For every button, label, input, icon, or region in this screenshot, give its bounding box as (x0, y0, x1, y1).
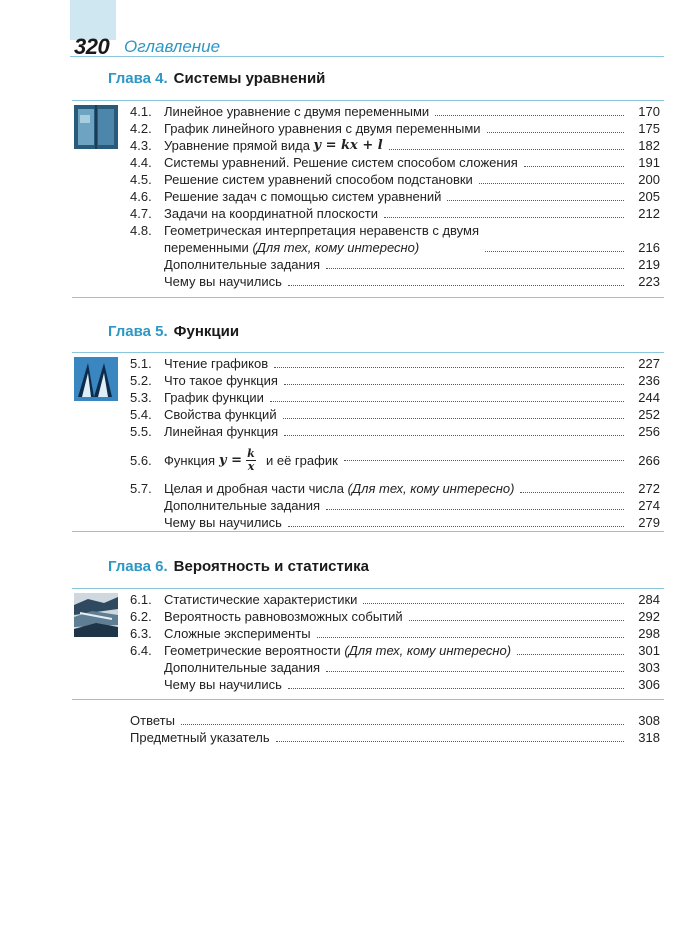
header-title: Оглавление (124, 37, 221, 56)
chapter-name: Системы уравнений (173, 70, 326, 87)
chapter-5-toc (72, 352, 664, 532)
toc-entry-4-6[interactable]: 4.6. Решение задач с помощью систем уравнений 205 (130, 189, 660, 204)
toc-entry-4-3[interactable]: 4.3. Уравнение прямой вида y = kx + l 182 (130, 138, 660, 153)
chapter-4-title (108, 70, 325, 87)
chapter-label: Глава 4. (108, 70, 168, 87)
toc-entry-extra-tasks[interactable]: Дополнительные задания 219 (164, 257, 660, 272)
chapter-6-thumbnail-icon (74, 593, 118, 637)
toc-entry-5-4[interactable]: 5.4. Свойства функций 252 (130, 407, 660, 422)
chapter-name: Вероятность и статистика (173, 558, 369, 575)
page-number: 320 (74, 34, 110, 59)
chapter-6-title (108, 558, 369, 575)
toc-entry-4-4[interactable]: 4.4. Системы уравнений. Решение систем способом сложения 191 (130, 155, 660, 170)
toc-entry-what-learned[interactable]: Чему вы научились 279 (164, 515, 660, 530)
toc-entry-extra-tasks[interactable]: Дополнительные задания 274 (164, 498, 660, 513)
toc-entry-index[interactable]: Предметный указатель 318 (130, 730, 660, 745)
page-header (70, 34, 664, 57)
toc-entry-4-1[interactable]: 4.1. Линейное уравнение с двумя переменными 170 (130, 104, 660, 119)
chapter-4-toc (72, 100, 664, 298)
formula: y = kx + l (313, 138, 383, 153)
chapter-5-thumbnail-icon (74, 357, 118, 401)
toc-entry-5-5[interactable]: 5.5. Линейная функция 256 (130, 424, 660, 439)
toc-entry-5-2[interactable]: 5.2. Что такое функция 236 (130, 373, 660, 388)
chapter-name: Функции (173, 323, 240, 340)
toc-entry-answers[interactable]: Ответы 308 (130, 713, 660, 728)
toc-entry-what-learned[interactable]: Чему вы научились 306 (164, 677, 660, 692)
toc-entry-5-1[interactable]: 5.1. Чтение графиков 227 (130, 356, 660, 371)
chapter-label: Глава 6. (108, 558, 168, 575)
toc-entry-extra-tasks[interactable]: Дополнительные задания 303 (164, 660, 660, 675)
toc-entry-6-4[interactable]: 6.4. Геометрические вероятности (Для тех, кому интересно) 301 (130, 643, 660, 658)
fraction: $\frac{k}{x}$ (247, 446, 255, 473)
formula: y = (219, 452, 242, 468)
chapter-4-thumbnail-icon (74, 105, 118, 149)
toc-entry-5-6[interactable]: 5.6. Функция y = $\frac{k}{x}$ и её график 266 (130, 446, 660, 473)
toc-entry-6-2[interactable]: 6.2. Вероятность равновозможных событий 292 (130, 609, 660, 624)
back-matter (130, 712, 660, 746)
toc-entry-4-7[interactable]: 4.7. Задачи на координатной плоскости 212 (130, 206, 660, 221)
toc-entry-5-7[interactable]: 5.7. Целая и дробная части числа (Для тех, кому интересно) 272 (130, 481, 660, 496)
chapter-5-title (108, 323, 239, 340)
chapter-6-toc (72, 588, 664, 700)
toc-entry-5-3[interactable]: 5.3. График функции 244 (130, 390, 660, 405)
toc-entry-what-learned[interactable]: Чему вы научились 223 (164, 274, 660, 289)
chapter-label: Глава 5. (108, 323, 168, 340)
toc-entry-4-5[interactable]: 4.5. Решение систем уравнений способом подстановки 200 (130, 172, 660, 187)
toc-entry-6-3[interactable]: 6.3. Сложные эксперименты 298 (130, 626, 660, 641)
toc-entry-4-8[interactable]: 4.8. Геометрическая интерпретация неравенств с двумя переменными (Для тех, кому интересно) 216 (130, 223, 660, 255)
toc-entry-6-1[interactable]: 6.1. Статистические характеристики 284 (130, 592, 660, 607)
toc-entry-4-2[interactable]: 4.2. График линейного уравнения с двумя переменными 175 (130, 121, 660, 136)
